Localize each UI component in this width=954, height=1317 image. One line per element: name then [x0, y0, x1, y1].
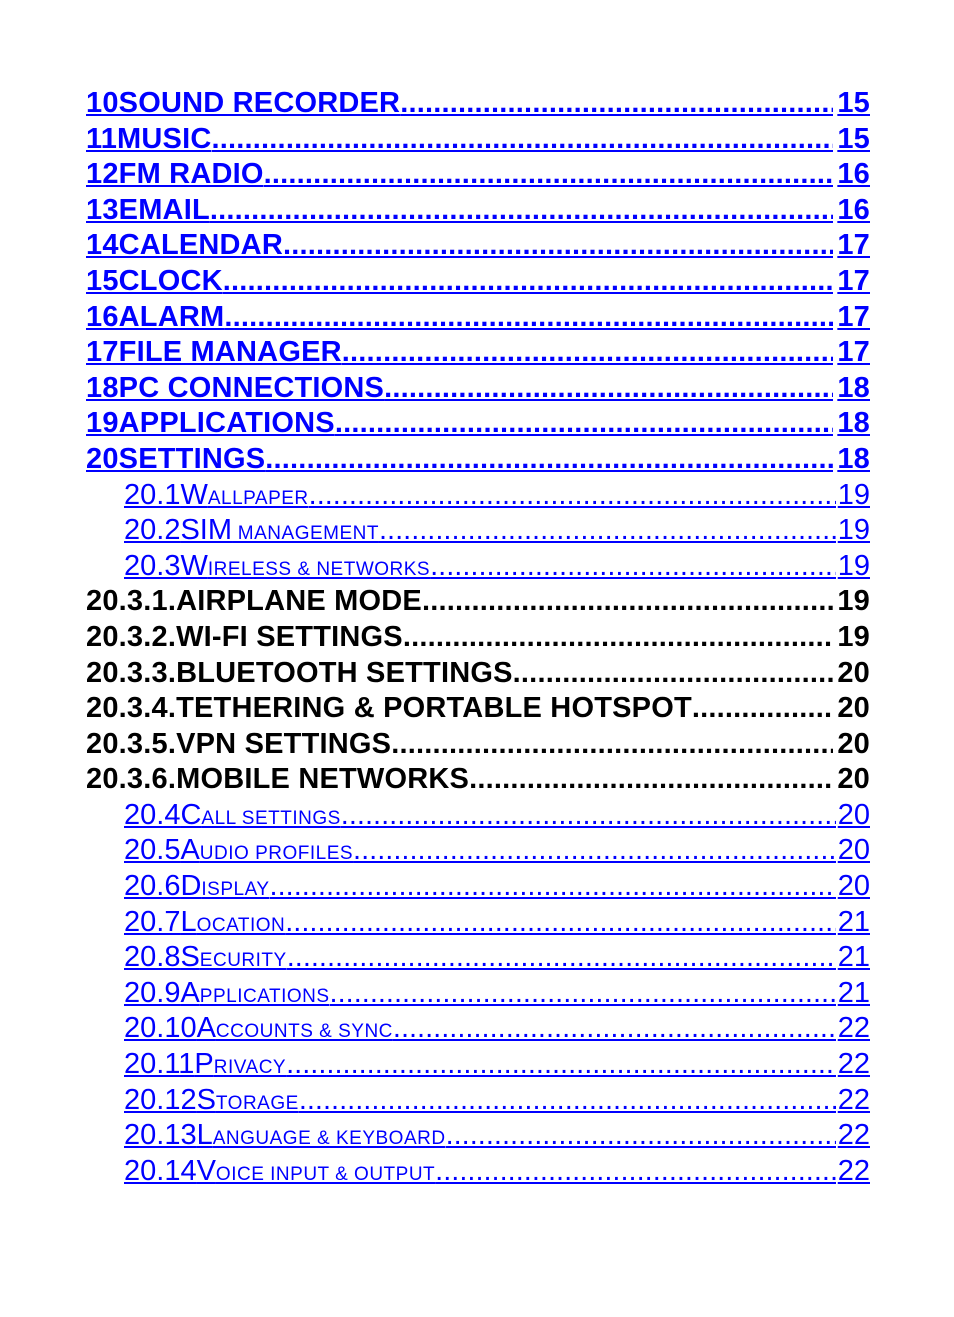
toc-entry[interactable]: [86, 371, 870, 407]
toc-entry[interactable]: [86, 478, 870, 514]
toc-entry[interactable]: [86, 228, 870, 264]
toc-entry-number: 20.6: [124, 870, 181, 903]
toc-entry-title: 18PC CONNECTIONS: [86, 371, 385, 404]
toc-entry-page-number: 18: [837, 442, 870, 475]
dot-leader: [265, 442, 833, 478]
toc-entry-page-number: 17: [837, 264, 870, 297]
dot-leader: [384, 371, 833, 407]
toc-entry: [86, 727, 870, 763]
toc-entry-page-number: 20: [837, 763, 870, 796]
toc-entry-page-number: 20: [837, 834, 870, 867]
dot-leader: [264, 157, 834, 193]
toc-entry-page-number: 20: [837, 692, 870, 725]
toc-entry-number: 20.9: [124, 976, 181, 1009]
toc-entry[interactable]: [86, 122, 870, 158]
toc-entry-title: 19APPLICATIONS: [86, 407, 335, 440]
toc-entry: [86, 584, 870, 620]
toc-entry-page-number: 19: [837, 585, 870, 618]
toc-entry-rest: OCATION: [196, 914, 286, 936]
toc-entry-number: 20.3: [124, 549, 181, 582]
dot-leader: [430, 549, 836, 585]
toc-entry[interactable]: [86, 513, 870, 549]
toc-entry-initial: S: [180, 941, 200, 974]
toc-entry-number: 20.14: [124, 1154, 197, 1187]
toc-entry-number: 20.10: [124, 1012, 197, 1045]
toc-entry-initial: L: [196, 1119, 213, 1152]
dot-leader: [435, 1154, 836, 1190]
toc-entry-rest: TORAGE: [215, 1092, 299, 1114]
toc-entry-title: [124, 869, 270, 905]
toc-entry-initial: A: [196, 1012, 216, 1045]
toc-entry-initial: S: [196, 1083, 216, 1116]
toc-entry-page-number: 21: [837, 905, 870, 938]
toc-entry-initial: SIM: [180, 514, 233, 547]
toc-entry-title: [124, 905, 285, 941]
toc-entry-title: [124, 833, 353, 869]
dot-leader: [210, 193, 833, 229]
toc-entry-page-number: 20: [837, 656, 870, 689]
toc-entry-initial: W: [180, 549, 208, 582]
toc-entry[interactable]: [86, 442, 870, 478]
dot-leader: [692, 691, 833, 727]
dot-leader: [353, 833, 836, 869]
toc-entry-title: 20.3.6.MOBILE NETWORKS: [86, 763, 470, 796]
dot-leader: [270, 869, 836, 905]
toc-entry-initial: A: [180, 976, 200, 1009]
toc-entry-title: 13EMAIL: [86, 193, 210, 226]
dot-leader: [224, 300, 833, 336]
toc-entry-rest: PPLICATIONS: [199, 985, 330, 1007]
toc-entry-initial: V: [196, 1154, 216, 1187]
table-of-contents: [86, 86, 870, 1189]
dot-leader: [342, 335, 834, 371]
toc-entry-page-number: 18: [837, 407, 870, 440]
toc-entry-page-number: 22: [837, 1154, 870, 1187]
toc-entry-title: 10SOUND RECORDER: [86, 87, 401, 119]
toc-entry-rest: OICE INPUT & OUTPUT: [215, 1163, 436, 1185]
toc-entry-page-number: 18: [837, 371, 870, 404]
dot-leader: [309, 478, 836, 514]
toc-entry-title: 11MUSIC: [86, 122, 212, 155]
dot-leader: [299, 1083, 836, 1119]
toc-entry-rest: ALL SETTINGS: [201, 807, 341, 829]
dot-leader: [287, 940, 836, 976]
dot-leader: [283, 228, 833, 264]
toc-entry-title: [124, 1083, 299, 1119]
toc-entry-title: [124, 1118, 446, 1154]
dot-leader: [446, 1118, 836, 1154]
toc-entry-rest: ALLPAPER: [207, 487, 309, 509]
dot-leader: [400, 86, 833, 122]
toc-entry-title: [124, 940, 287, 976]
toc-entry-number: 20.1: [124, 478, 181, 511]
toc-entry: [86, 620, 870, 656]
toc-entry-number: 20.7: [124, 905, 181, 938]
toc-entry-title: 20.3.5.VPN SETTINGS: [86, 727, 392, 760]
toc-entry[interactable]: [86, 406, 870, 442]
toc-entry-rest: ISPLAY: [201, 879, 270, 901]
toc-entry[interactable]: [86, 940, 870, 976]
toc-entry: [86, 691, 870, 727]
toc-entry-title: 20.3.2.WI-FI SETTINGS: [86, 620, 403, 653]
dot-leader: [335, 406, 834, 442]
toc-entry-title: [124, 1154, 435, 1190]
toc-entry-rest: RIVACY: [213, 1057, 287, 1079]
dot-leader: [469, 762, 833, 798]
dot-leader: [330, 976, 836, 1012]
toc-entry-page-number: 16: [837, 158, 870, 191]
toc-entry-page-number: 19: [837, 514, 870, 547]
toc-entry[interactable]: [86, 1047, 870, 1083]
toc-entry-number: 20.8: [124, 941, 181, 974]
dot-leader: [285, 905, 835, 941]
dot-leader: [286, 1047, 836, 1083]
toc-entry-title: [124, 1047, 286, 1083]
toc-entry-title: 20.3.1.AIRPLANE MODE: [86, 585, 422, 618]
toc-entry-rest: CCOUNTS & SYNC: [215, 1021, 393, 1043]
toc-entry[interactable]: [86, 549, 870, 585]
toc-entry-number: 20.11: [124, 1048, 195, 1081]
toc-entry[interactable]: [86, 300, 870, 336]
toc-entry-title: [124, 549, 430, 585]
toc-entry[interactable]: [86, 1011, 870, 1047]
toc-entry-page-number: 17: [837, 229, 870, 262]
toc-entry-page-number: 17: [837, 336, 870, 369]
toc-entry-rest: UDIO PROFILES: [199, 843, 354, 865]
toc-entry-number: 20.2: [124, 514, 181, 547]
toc-entry-title: [124, 1011, 393, 1047]
toc-entry-number: 20.4: [124, 798, 181, 831]
dot-leader: [212, 122, 834, 158]
dot-leader: [513, 656, 834, 692]
dot-leader: [379, 513, 836, 549]
toc-entry-page-number: 15: [837, 122, 870, 155]
toc-entry-title: [124, 478, 309, 514]
toc-entry-number: 20.13: [124, 1119, 197, 1152]
toc-entry-title: 15CLOCK: [86, 264, 223, 297]
toc-entry-page-number: 20: [837, 727, 870, 760]
toc-entry-page-number: 22: [837, 1083, 870, 1116]
toc-entry[interactable]: [86, 869, 870, 905]
toc-entry-number: 20.12: [124, 1083, 197, 1116]
dot-leader: [341, 798, 836, 834]
toc-entry: [86, 762, 870, 798]
toc-entry-rest: ANGUAGE & KEYBOARD: [212, 1128, 446, 1150]
toc-entry[interactable]: [86, 335, 870, 371]
toc-entry-initial: C: [180, 798, 202, 831]
toc-entry-initial: W: [180, 478, 208, 511]
toc-entry-page-number: 21: [837, 941, 870, 974]
toc-entry-initial: D: [180, 870, 202, 903]
toc-entry-number: 20.5: [124, 834, 181, 867]
toc-entry[interactable]: [86, 86, 870, 122]
toc-entry-page-number: 15: [837, 87, 870, 119]
toc-entry-rest: MANAGEMENT: [232, 523, 379, 545]
toc-entry-rest: IRELESS & NETWORKS: [207, 558, 431, 580]
dot-leader: [393, 1011, 836, 1047]
toc-entry[interactable]: [86, 833, 870, 869]
toc-entry[interactable]: [86, 157, 870, 193]
toc-entry[interactable]: [86, 1118, 870, 1154]
toc-entry[interactable]: [86, 264, 870, 300]
dot-leader: [223, 264, 834, 300]
toc-entry-page-number: 19: [837, 478, 870, 511]
toc-entry[interactable]: [86, 1083, 870, 1119]
toc-entry-initial: A: [180, 834, 200, 867]
toc-entry-initial: L: [180, 905, 197, 938]
toc-entry-page-number: 17: [837, 300, 870, 333]
toc-entry-page-number: 20: [837, 870, 870, 903]
toc-entry[interactable]: [86, 905, 870, 941]
toc-entry-page-number: 22: [837, 1012, 870, 1045]
toc-entry[interactable]: [86, 976, 870, 1012]
toc-entry-page-number: 16: [837, 193, 870, 226]
toc-entry-title: 16ALARM: [86, 300, 225, 333]
toc-entry[interactable]: [86, 193, 870, 229]
toc-entry-title: 14CALENDAR: [86, 229, 283, 262]
toc-entry-page-number: 19: [837, 620, 870, 653]
toc-entry: [86, 656, 870, 692]
toc-entry-title: 20.3.3.BLUETOOTH SETTINGS: [86, 656, 513, 689]
toc-entry-page-number: 20: [837, 798, 870, 831]
toc-entry-title: [124, 976, 330, 1012]
toc-entry-initial: P: [194, 1048, 214, 1081]
toc-entry[interactable]: [86, 1154, 870, 1190]
toc-entry-page-number: 21: [837, 976, 870, 1009]
toc-entry-title: [124, 798, 341, 834]
toc-entry-title: 17FILE MANAGER: [86, 336, 342, 369]
dot-leader: [403, 620, 834, 656]
toc-entry-page-number: 22: [837, 1048, 870, 1081]
toc-entry-title: 20.3.4.TETHERING & PORTABLE HOTSPOT: [86, 692, 692, 725]
dot-leader: [422, 584, 833, 620]
dot-leader: [391, 727, 833, 763]
toc-entry-page-number: 19: [837, 549, 870, 582]
toc-entry-title: 12FM RADIO: [86, 158, 264, 191]
toc-entry-title: 20SETTINGS: [86, 442, 266, 475]
toc-entry-page-number: 22: [837, 1119, 870, 1152]
toc-entry[interactable]: [86, 798, 870, 834]
toc-entry-title: [124, 513, 379, 549]
toc-entry-rest: ECURITY: [199, 950, 287, 972]
